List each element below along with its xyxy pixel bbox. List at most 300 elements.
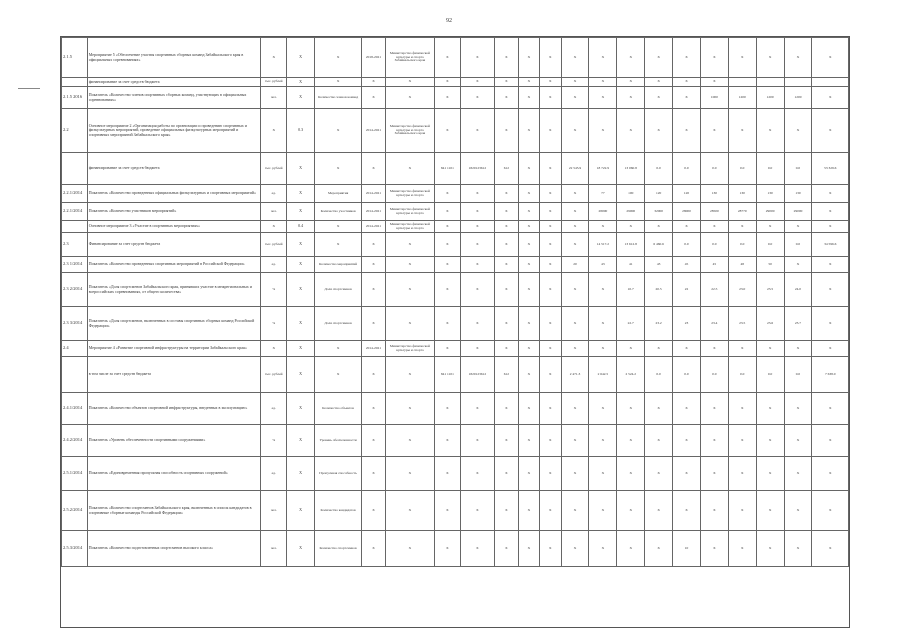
value-cell: 43 [589,257,617,273]
value-cell: Х [617,38,645,78]
value-cell: Х [518,307,539,341]
value-cell: Х [812,87,849,109]
value-cell: Х [460,457,494,491]
value-cell: 0.0 [673,153,701,185]
page-number: 92 [446,18,452,24]
value-cell: Х [812,203,849,221]
value-cell: Х [540,109,561,153]
row-weight: Х [287,425,315,457]
value-cell: 130 [756,185,784,203]
program-table [61,37,849,567]
row-description: Показатель «Количество участников мероприятий» [87,203,261,221]
value-cell: Х [540,221,561,233]
value-cell: Х [645,221,673,233]
row-unit: Х [261,38,287,78]
value-cell [812,78,849,87]
row-unit: ед. [261,393,287,425]
document-table [60,36,850,628]
value-cell: Х [540,185,561,203]
value-cell: Х [460,341,494,357]
row-number: 2.1.5 [62,38,88,78]
value-cell: Х [673,78,701,87]
value-cell: 0.0 [728,357,756,393]
row-description: Показатель «Единовременная пропускная способность спортивных сооружений» [87,457,261,491]
value-cell: 1820123612 [460,357,494,393]
table-row [62,153,849,185]
row-unit: ед. [261,185,287,203]
table-row [62,233,849,257]
row-indicator: Х [315,221,362,233]
value-cell: Х [728,393,756,425]
value-cell: 45 [700,257,728,273]
value-cell: Х [435,307,461,341]
value-cell: 23.6 [756,307,784,341]
value-cell: Х [540,87,561,109]
value-cell: Х [784,109,812,153]
row-period: Х [362,153,386,185]
value-cell: Х [589,109,617,153]
row-period: Х [362,233,386,257]
value-cell: Х [540,531,561,567]
value-cell: Х [673,87,701,109]
value-cell: Х [495,491,519,531]
value-cell: Х [460,233,494,257]
row-period: 2018-2021 [362,38,386,78]
row-unit: Х [261,109,287,153]
value-cell: Х [435,233,461,257]
row-weight: Х [287,185,315,203]
value-cell: Х [645,341,673,357]
value-cell: Х [617,393,645,425]
row-unit: ед. [261,457,287,491]
value-cell: Х [589,341,617,357]
row-executor: Министерство физической культуры и спорта [385,203,434,221]
value-cell: 0.0 [756,233,784,257]
row-indicator: Х [315,341,362,357]
row-description: Мероприятие 5 «Обеспечение участия спортивных сборных команд Забайкальского края в официальных соревнованиях» [87,38,261,78]
value-cell: Х [589,87,617,109]
value-cell: Х [673,341,701,357]
row-number: 2.1.5 2016 [62,87,88,109]
value-cell: Х [435,393,461,425]
value-cell: Х [460,273,494,307]
row-description: Мероприятие 4 «Развитие спортивной инфраструктуры на территории Забайкальского края» [87,341,261,357]
value-cell: Х [435,185,461,203]
row-number: 2.4 [62,341,88,357]
value-cell: Х [435,341,461,357]
value-cell: 14 517.2 [589,233,617,257]
value-cell: 0.0 [645,357,673,393]
value-cell: Х [812,393,849,425]
value-cell: Х [673,38,701,78]
row-period: Х [362,357,386,393]
value-cell: Х [518,491,539,531]
value-cell: 130 [700,185,728,203]
row-weight: 0.3 [287,109,315,153]
value-cell: Х [645,109,673,153]
row-unit: Х [261,221,287,233]
value-cell: Х [812,307,849,341]
value-cell: Х [812,273,849,307]
value-cell [784,78,812,87]
value-cell: Х [812,531,849,567]
row-period: Х [362,257,386,273]
value-cell: Х [540,425,561,457]
value-cell: Х [784,425,812,457]
row-number [62,221,88,233]
value-cell: Х [495,425,519,457]
binding-mark [18,88,40,89]
value-cell: 13 612.8 [617,233,645,257]
value-cell: Х [645,78,673,87]
value-cell: Х [495,87,519,109]
value-cell: Х [784,38,812,78]
row-period: 2014-2021 [362,341,386,357]
value-cell: 23.4 [700,307,728,341]
value-cell: Х [812,185,849,203]
row-executor: Министерство физической культуры и спорта Забайкальского края [385,38,434,78]
row-number: 2.3 3/2014 [62,307,88,341]
value-cell: 13 060.8 [617,153,645,185]
value-cell: Х [460,87,494,109]
table-row [62,341,849,357]
value-cell: Х [460,221,494,233]
value-cell: Х [435,457,461,491]
value-cell: Х [589,78,617,87]
row-unit: чел. [261,87,287,109]
value-cell: Х [518,185,539,203]
row-indicator: Х [315,233,362,257]
value-cell: Х [495,341,519,357]
row-number: 2.5.3/2014 [62,531,88,567]
value-cell: 22.7 [617,307,645,341]
row-description: в том числе за счет средств бюджета [87,357,261,393]
value-cell: 0.0 [784,153,812,185]
value-cell [728,78,756,87]
row-unit: тыс. рублей [261,357,287,393]
value-cell: Х [617,531,645,567]
row-description: финансирование за счет средств бюджета [87,153,261,185]
value-cell: Х [495,393,519,425]
value-cell: Х [540,341,561,357]
value-cell: 22 [673,273,701,307]
table-row [62,457,849,491]
value-cell: 10 [673,531,701,567]
value-cell: Х [673,457,701,491]
table-row [62,38,849,78]
row-description: финансирование за счет средств бюджета [87,78,261,87]
table-row [62,221,849,233]
value-cell: Х [495,531,519,567]
value-cell: Х [495,257,519,273]
value-cell: 130 [728,185,756,203]
value-cell: Х [561,233,589,257]
row-number: 2.2.1/2014 [62,203,88,221]
row-unit: тыс. рублей [261,78,287,87]
row-period: Х [362,457,386,491]
value-cell: Х [589,307,617,341]
value-cell: Х [700,491,728,531]
value-cell: 612 [495,153,519,185]
value-cell: 22 545.9 [561,153,589,185]
value-cell: Х [435,221,461,233]
value-cell: Х [645,457,673,491]
value-cell: Х [700,341,728,357]
table-row [62,203,849,221]
value-cell: 120 [645,185,673,203]
row-weight: 0.4 [287,221,315,233]
value-cell: Х [617,341,645,357]
value-cell: Х [540,257,561,273]
row-period: Х [362,273,386,307]
value-cell: Х [460,185,494,203]
row-indicator: Количество мероприятий [315,257,362,273]
value-cell: Х [812,257,849,273]
row-period: 2014-2021 [362,109,386,153]
value-cell: Х [495,78,519,87]
table-row [62,307,849,341]
value-cell: Х [589,425,617,457]
value-cell: Х [812,38,849,78]
row-executor: Министерство физической культуры и спорта [385,185,434,203]
row-description: Финансирование за счет средств бюджета [87,233,261,257]
row-description: Показатель «Количество проведенных официальных физкультурных и спортивных мероприятий» [87,185,261,203]
row-period: Х [362,531,386,567]
row-executor: Х [385,153,434,185]
value-cell: Х [784,257,812,273]
value-cell: Х [561,457,589,491]
row-weight: Х [287,393,315,425]
value-cell: Х [645,491,673,531]
value-cell: 77 [589,185,617,203]
value-cell: Х [784,341,812,357]
value-cell: 0.0 [728,233,756,257]
value-cell: 10.7 [617,273,645,307]
row-number: 2.4.2/2014 [62,425,88,457]
value-cell: Х [617,491,645,531]
value-cell: Х [561,307,589,341]
row-period: Х [362,491,386,531]
row-unit: % [261,307,287,341]
value-cell: 23.5 [728,307,756,341]
row-executor: Х [385,393,434,425]
row-description: Показатель «Доля спортсменов, включенных в составы спортивных сборных команд Российской Федерации» [87,307,261,341]
value-cell: 0.0 [700,153,728,185]
row-indicator: Х [315,357,362,393]
value-cell: Х [460,38,494,78]
value-cell: 18 722.9 [589,153,617,185]
value-cell: Х [540,203,561,221]
row-weight: Х [287,457,315,491]
value-cell: 841 1101 [435,357,461,393]
value-cell: Х [435,203,461,221]
value-cell: Х [784,221,812,233]
table-row [62,257,849,273]
row-description: Основное мероприятие 3 «Участие в спортивных мероприятиях» [87,221,261,233]
row-description: Показатель «Количество проведенных спортивных мероприятий в Российской Федерации» [87,257,261,273]
value-cell: Х [518,257,539,273]
value-cell: Х [460,425,494,457]
value-cell: 23.5 [756,273,784,307]
value-cell: Х [756,341,784,357]
value-cell: Х [460,491,494,531]
row-executor: Министерство физической культуры и спорта [385,221,434,233]
value-cell: 6 460.6 [645,233,673,257]
value-cell: 29000 [756,203,784,221]
row-weight: Х [287,203,315,221]
value-cell: Х [756,393,784,425]
value-cell: Х [561,531,589,567]
value-cell: Х [561,87,589,109]
table-row [62,87,849,109]
value-cell: 1000 [700,87,728,109]
row-unit: чел. [261,203,287,221]
value-cell: Х [728,457,756,491]
value-cell: 0.0 [700,357,728,393]
value-cell: Х [756,491,784,531]
value-cell: Х [435,491,461,531]
value-cell: Х [460,393,494,425]
value-cell: Х [495,109,519,153]
row-number: 2.2.1/2014 [62,185,88,203]
value-cell: 1820123612 [460,153,494,185]
value-cell: Х [728,341,756,357]
row-number [62,78,88,87]
value-cell: Х [561,203,589,221]
value-cell: Х [518,341,539,357]
table-row [62,491,849,531]
value-cell: Х [645,531,673,567]
row-weight: Х [287,78,315,87]
value-cell: Х [645,38,673,78]
value-cell: Х [435,531,461,567]
row-number [62,357,88,393]
value-cell: 120 [673,185,701,203]
row-description: Показатель «Уровень обеспеченности спортивными сооружениями» [87,425,261,457]
value-cell: Х [561,109,589,153]
value-cell: 50 [756,257,784,273]
row-indicator: Мероприятия [315,185,362,203]
value-cell: Х [673,491,701,531]
row-unit: тыс. рублей [261,153,287,185]
value-cell: Х [518,87,539,109]
row-unit: ед. [261,257,287,273]
value-cell: 0.0 [784,357,812,393]
value-cell: Х [617,457,645,491]
row-indicator: Количество членов команд [315,87,362,109]
row-unit: % [261,273,287,307]
value-cell: Х [540,273,561,307]
value-cell: Х [812,457,849,491]
row-executor: Х [385,531,434,567]
row-executor: Министерство физической культуры и спорта [385,341,434,357]
value-cell: Х [435,78,461,87]
value-cell: 0.0 [673,357,701,393]
row-period: 2014-2021 [362,185,386,203]
value-cell: 23.2 [645,307,673,341]
value-cell: 24.0 [784,273,812,307]
value-cell: Х [460,531,494,567]
value-cell: Х [673,109,701,153]
value-cell: Х [460,203,494,221]
value-cell: Х [784,531,812,567]
value-cell: Х [518,203,539,221]
value-cell: Х [518,273,539,307]
row-executor: Министерство физической культуры и спорта Забайкальского края [385,109,434,153]
row-executor: Х [385,87,434,109]
value-cell: Х [812,109,849,153]
table-row [62,273,849,307]
value-cell: Х [540,153,561,185]
value-cell: Х [728,109,756,153]
row-weight: Х [287,257,315,273]
value-cell: Х [728,425,756,457]
value-cell: 2 471.3 [561,357,589,393]
row-weight: Х [287,531,315,567]
row-description: Показатель «Количество подготовленных спортсменов высокого класса» [87,531,261,567]
value-cell: Х [561,425,589,457]
row-period: 2014-2021 [362,203,386,221]
value-cell: Х [617,221,645,233]
row-indicator: Доля спортсменов [315,273,362,307]
value-cell: 0.0 [728,153,756,185]
row-weight: Х [287,341,315,357]
value-cell: 2 642.5 [589,357,617,393]
value-cell: Х [495,233,519,257]
row-indicator: Х [315,153,362,185]
value-cell: 1200 [756,87,784,109]
value-cell: Х [756,221,784,233]
value-cell: Х [617,78,645,87]
value-cell [756,78,784,87]
value-cell: Х [518,78,539,87]
value-cell: Х [460,307,494,341]
value-cell: Х [673,221,701,233]
row-indicator: Х [315,78,362,87]
value-cell: Х [728,531,756,567]
value-cell: Х [589,457,617,491]
value-cell: 0.0 [645,153,673,185]
value-cell: Х [617,87,645,109]
value-cell: Х [561,393,589,425]
value-cell: 23.7 [784,307,812,341]
value-cell: Х [784,457,812,491]
row-weight: Х [287,233,315,257]
value-cell: Х [700,38,728,78]
value-cell: Х [495,457,519,491]
value-cell: 2 524.2 [617,357,645,393]
table-row [62,78,849,87]
value-cell: Х [495,307,519,341]
table-row [62,357,849,393]
value-cell: 23.0 [728,273,756,307]
value-cell: Х [561,491,589,531]
value-cell: Х [435,273,461,307]
value-cell: 34 596.6 [812,233,849,257]
value-cell: Х [645,425,673,457]
value-cell: Х [518,425,539,457]
value-cell: Х [589,38,617,78]
value-cell: 43 [645,257,673,273]
value-cell: Х [812,341,849,357]
row-period: Х [362,78,386,87]
value-cell: Х [700,457,728,491]
value-cell: Х [518,109,539,153]
row-unit: тыс. рублей [261,233,287,257]
value-cell: Х [756,425,784,457]
row-period: 2014-2021 [362,221,386,233]
value-cell: 29000 [617,203,645,221]
